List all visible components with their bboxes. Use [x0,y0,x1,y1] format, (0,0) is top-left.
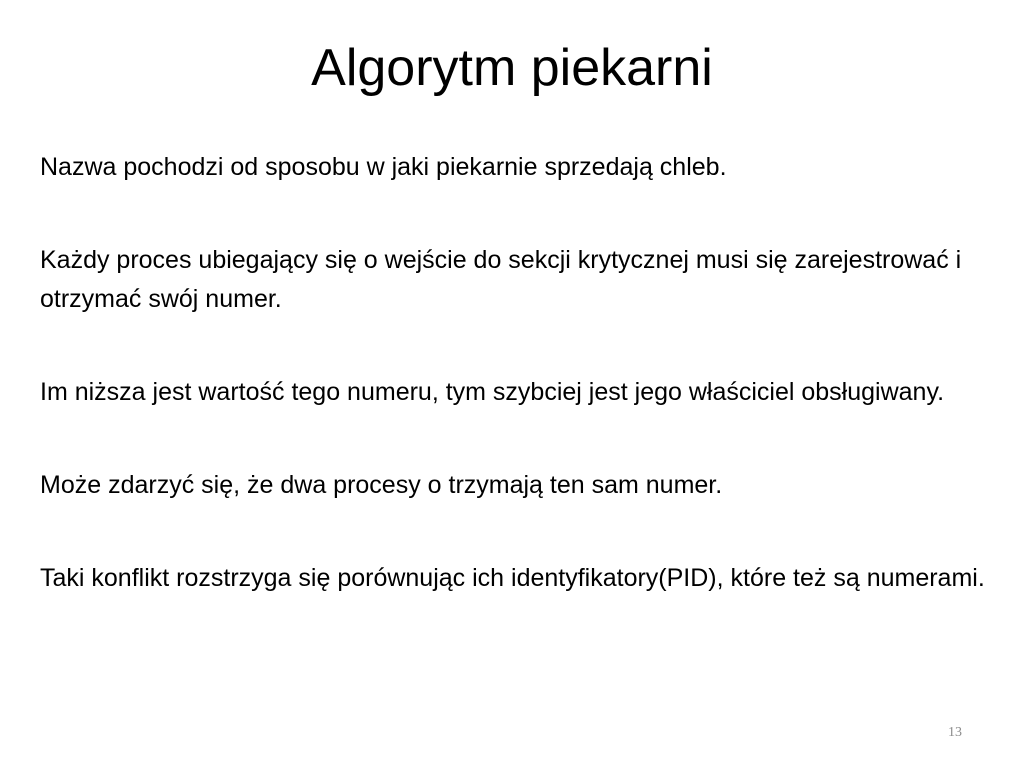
paragraph-registration: Każdy proces ubiegający się o wejście do sekcji krytycznej musi się zarejestrować i otrzymać swój numer. [40,246,962,313]
slide-body [40,148,990,652]
paragraph-priority: Im niższa jest wartość tego numeru, tym szybciej jest jego właściciel obsługiwany. [40,378,945,406]
slide-page-number: 13 [948,725,962,740]
paragraph-name-origin: Nazwa pochodzi od sposobu w jaki piekarnie sprzedają chleb. [40,153,727,181]
paragraph-conflict-resolution: Taki konflikt rozstrzyga się porównując ich identyfikatory(PID), które też są numerami. [40,564,985,592]
paragraph-same-number: Może zdarzyć się, że dwa procesy o trzymają ten sam numer. [40,471,723,499]
slide-title: Algorytm piekarni [311,39,713,97]
